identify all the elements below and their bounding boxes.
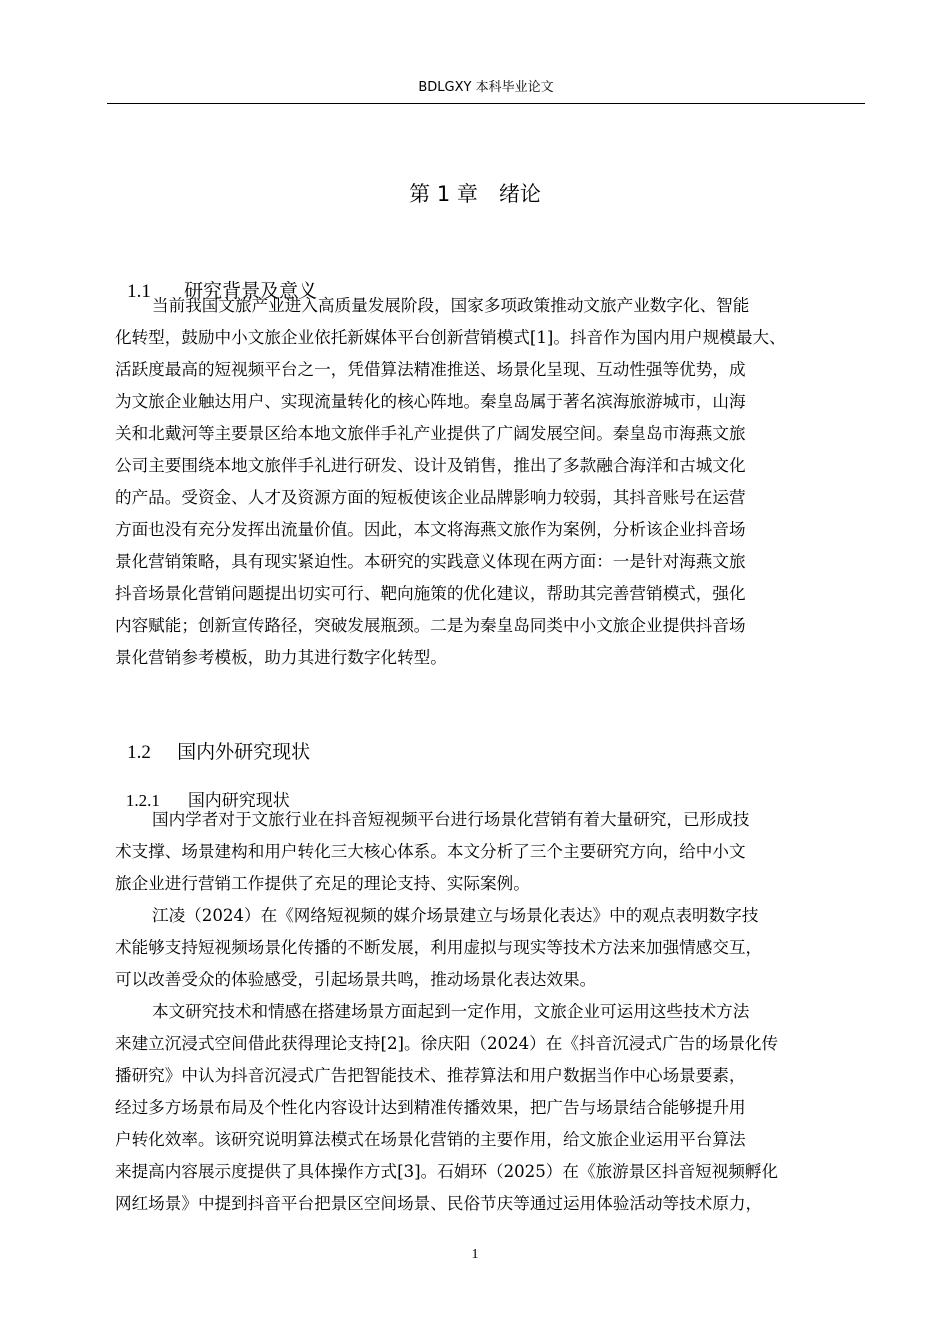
text-line: 术支撑、场景建构和用户转化三大核心体系。本文分析了三个主要研究方向，给中小文 (115, 842, 746, 861)
header-title: BDLGXY 本科毕业论文 (418, 80, 554, 95)
section-heading-1-2 (115, 713, 310, 766)
text-line: 经过多方场景布局及个性化内容设计达到精准传播效果，把广告与场景结合能够提升用 (115, 1098, 746, 1117)
subsection-number: 1.2.1 (125, 791, 160, 810)
text-line: 活跃度最高的短视频平台之一，凭借算法精准推送、场景化呈现、互动性强等优势，成 (115, 360, 746, 379)
text-line: 关和北戴河等主要景区给本地文旅伴手礼产业提供了广阔发展空间。秦皇岛市海燕文旅 (115, 424, 746, 443)
chapter-title: 第 1 章 绪论 (409, 182, 541, 206)
paragraph-domestic-overview (115, 804, 875, 900)
text-line: 江凌（2024）在《网络短视频的媒介场景建立与场景化表达》中的观点表明数字技 (152, 906, 759, 925)
text-line: 旅企业进行营销工作提供了充足的理论支持、实际案例。 (115, 874, 530, 893)
text-line: 当前我国文旅产业进入高质量发展阶段，国家多项政策推动文旅产业数字化、智能 (152, 296, 750, 315)
text-line: 景化营销参考模板，助力其进行数字化转型。 (115, 648, 447, 667)
text-line: 抖音场景化营销问题提出切实可行、靶向施策的优化建议，帮助其完善营销模式，强化 (115, 584, 746, 603)
text-line: 内容赋能；创新宣传路径，突破发展瓶颈。二是为秦皇岛同类中小文旅企业提供抖音场 (115, 616, 746, 635)
text-line: 化转型，鼓励中小文旅企业依托新媒体平台创新营销模式[1]。抖音作为国内用户规模最大、 (115, 328, 786, 347)
text-line: 网红场景》中提到抖音平台把景区空间场景、民俗节庆等通过运用体验活动等技术原力， (115, 1194, 763, 1213)
paragraph-jiangling (115, 900, 875, 996)
text-line: 术能够支持短视频场景化传播的不断发展，利用虚拟与现实等技术方法来加强情感交互， (115, 938, 763, 957)
paragraph-background (115, 290, 875, 674)
text-line: 来建立沉浸式空间借此获得理论支持[2]。徐庆阳（2024）在《抖音沉浸式广告的场景化传 (115, 1034, 779, 1053)
section-number: 1.2 (127, 742, 151, 763)
page-number: 1 (471, 1247, 479, 1262)
text-line: 播研究》中认为抖音沉浸式广告把智能技术、推荐算法和用户数据当作中心场景要素， (115, 1066, 746, 1085)
text-line: 公司主要围绕本地文旅伴手礼进行研发、设计及销售，推出了多款融合海洋和古城文化 (115, 456, 746, 475)
text-line: 本文研究技术和情感在搭建场景方面起到一定作用，文旅企业可运用这些技术方法 (152, 1002, 750, 1021)
text-line: 为文旅企业触达用户、实现流量转化的核心阵地。秦皇岛属于著名滨海旅游城市，山海 (115, 392, 746, 411)
text-line: 方面也没有充分发挥出流量价值。因此，本文将海燕文旅作为案例，分析该企业抖音场 (115, 520, 746, 539)
text-line: 国内学者对于文旅行业在抖音短视频平台进行场景化营销有着大量研究，已形成技 (152, 810, 750, 829)
section-title: 国内外研究现状 (177, 741, 311, 763)
subsection-title: 国内研究现状 (187, 791, 290, 811)
text-line: 可以改善受众的体验感受，引起场景共鸣，推动场景化表达效果。 (115, 970, 597, 989)
running-header (107, 79, 865, 104)
section-number: 1.1 (127, 281, 151, 302)
paragraph-technology-emotion (115, 996, 875, 1220)
text-line: 户转化效率。该研究说明算法模式在场景化营销的主要作用，给文旅企业运用平台算法 (115, 1130, 746, 1149)
text-line: 景化营销策略，具有现实紧迫性。本研究的实践意义体现在两方面：一是针对海燕文旅 (115, 552, 746, 571)
text-line: 来提高内容展示度提供了具体操作方式[3]。石娟环（2025）在《旅游景区抖音短视频孵化 (115, 1162, 779, 1181)
section-title: 研究背景及意义 (184, 280, 318, 302)
text-line: 的产品。受资金、人才及资源方面的短板使该企业品牌影响力较弱，其抖音账号在运营 (115, 488, 746, 507)
